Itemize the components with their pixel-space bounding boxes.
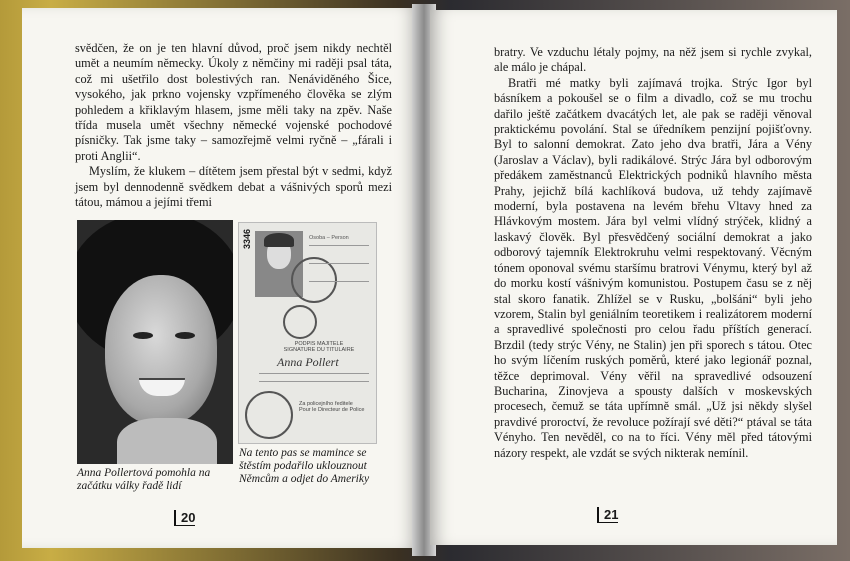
left-page-text — [75, 41, 392, 210]
right-paragraph-1: bratry. Ve vzduchu létaly pojmy, na něž jsem si rychle zvykal, ale málo je chápal. — [494, 45, 812, 75]
right-page-text — [494, 45, 812, 461]
passport-signature: Anna Pollert — [277, 355, 339, 369]
left-paragraph-2: Myslím, že klukem – dítětem jsem přestal být v sedmi, když jsem byl dennodenně svědkem debat a vášnivých sporů mezi tátou, mámou a jejími třemi — [75, 164, 392, 210]
passport-document — [238, 222, 377, 444]
passport-caption: Na tento pas se mamince se štěstím podařilo uklouznout Němcům a odjet do Ameriky — [239, 447, 370, 485]
signature-heading: PODPIS MAJITELE SIGNATURE DU TITULAIRE — [283, 341, 355, 353]
police-stamp-text: Za policejního ředitele Pour le Directeur de Police — [299, 401, 365, 413]
passport-field-person: Osoba – Person — [309, 235, 349, 241]
page-number-right: 21 — [597, 507, 618, 523]
right-paragraph-2: Bratři mé matky byli zajímavá trojka. Strýc Igor byl básníkem a pokoušel se o film a divadlo, což se mu trochu dařilo ještě začátkem dvacátých let, ale pak se raději věnoval praktickému povolání. Stal se úředníkem penzijní pojišťovny. Byl to salonní demokrat. Zato jeho dva bratři, Jára a Vény (Jaroslav a Václav), byli radikálové. Strýc Jára byl odborovým předákem zaměstnanců Elektrických podniků hlavního města Prahy, jejichž bílá kachlíková budova, už tehdy zajímavě moderní, byla postavena na levém břehu Vltavy hned za Hlávkovým mostem. Jára byl velmi vlídný strýček, klidný a laskavý člověk. Byl přesvědčený sociální demokrat a jako odborový tajemník Elektrokruhu velmi respektovaný. Věcným tónem oponoval svému staršímu bratrovi Vénymu, který byl až do morku kostí vášnivým komunistou. Postupem času se z něj stal skoro fanatik. Zhlížel se v Rusku, „bolšáni“ byli jeho vzorem, Stalin byl geniálním teoretikem i realizátorem moderní a spravedlivé společnosti pro celou řadu příštích generací. Brzdil (tedy strýc Vény, ne Stalin) jen při sporech s tátou. Otec ho svým líčením ruských poměrů, které jako legionář poznal, těžce deprimoval. Vény věřil na spravedlivé odsouzení Bucharina, Zinovjeva a spousty dalších v moskevských procesech, čemuž se táta upřímně smál. „Už jsi někdy slyšel pravdivé proroctví, že revoluce požírají své děti?“ ptával se táta Vényho. Ten nevěděl, co na to říci. Vény měl před tátovými názory respekt, ale vzdát se svých nikterak nemínil. — [494, 75, 812, 460]
photo-caption: Anna Pollertová pomohla na začátku války řadě lidí — [77, 467, 211, 492]
left-page — [22, 8, 418, 548]
left-paragraph-1: svědčen, že on je ten hlavní důvod, proč jsem nikdy nechtěl umět a neumím německy. Úkoly z němčiny mi raději psal táta, což mi ušetřilo dost bolestivých ran. Nenáviděného Šice, vysokého, jak prkno vojensky vzpřímeného člověka se zlým pohledem a křiklavým hlasem, jsme měli taky na zpěv. Naše třída musela umět všechny německé vojenské pochodové písničky. Tak jsme taky – samozřejmě velmi ryčně – „fárali i proti Anglii“. — [75, 41, 392, 163]
passport-number: 3346 — [242, 229, 252, 250]
right-page — [430, 10, 837, 545]
portrait-photo — [77, 220, 233, 464]
page-number-left: 20 — [174, 510, 195, 526]
